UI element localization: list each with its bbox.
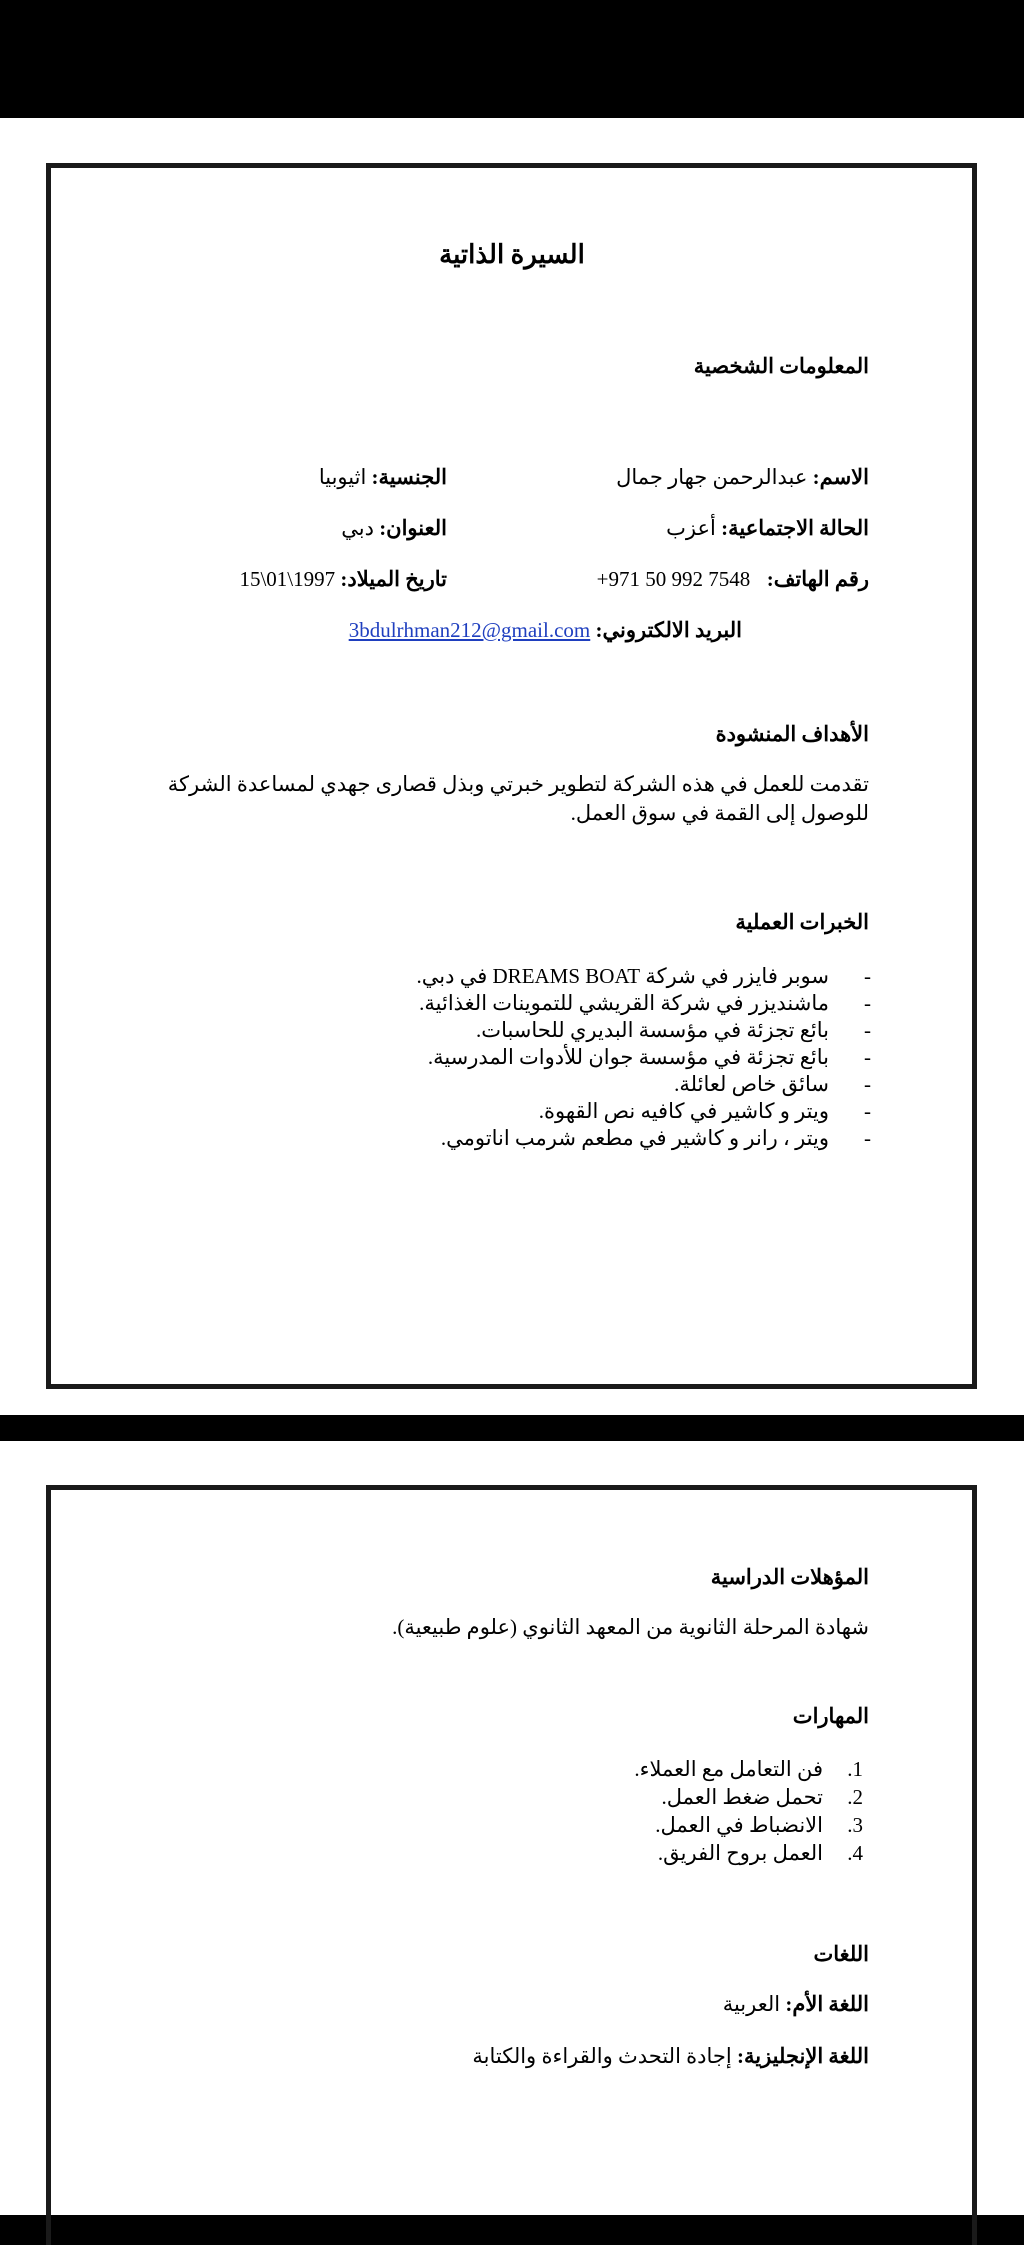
dob-value: 15\01\1997 <box>239 567 336 591</box>
skills-list <box>634 1755 869 1867</box>
native-language-field <box>723 1992 869 2017</box>
cv-title: السيرة الذاتية <box>439 240 585 269</box>
experience-item: - بائع تجزئة في مؤسسة جوان للأدوات المدرسية. <box>417 1044 877 1071</box>
email-field <box>349 618 742 643</box>
experience-list <box>417 963 877 1152</box>
native-language-label: اللغة الأم: <box>785 1992 869 2016</box>
experience-item: - بائع تجزئة في مؤسسة البديري للحاسبات. <box>417 1017 877 1044</box>
languages-heading: اللغات <box>813 1942 869 1966</box>
cv-page-1 <box>0 118 1024 1415</box>
skill-item: 1.فن التعامل مع العملاء. <box>634 1757 863 1781</box>
education-text: شهادة المرحلة الثانوية من المعهد الثانوي (علوم طبيعية). <box>392 1615 869 1639</box>
nationality-field <box>319 465 447 490</box>
personal-heading: المعلومات الشخصية <box>693 354 869 378</box>
skill-item: 2.تحمل ضغط العمل. <box>661 1785 863 1809</box>
marital-label: الحالة الاجتماعية: <box>721 516 869 540</box>
nationality-label: الجنسية: <box>371 465 447 489</box>
experience-item: - سوبر فايزر في شركة DREAMS BOAT في دبي. <box>417 963 877 990</box>
marital-field <box>666 516 869 541</box>
email-label: البريد الالكتروني: <box>595 618 742 642</box>
address-label: العنوان: <box>379 516 447 540</box>
skill-item: 4.العمل بروح الفريق. <box>657 1841 863 1865</box>
experience-heading: الخبرات العملية <box>735 910 869 934</box>
nationality-value: اثيوبيا <box>318 465 367 489</box>
email-link[interactable]: 3bdulrhman212@gmail.com <box>348 618 591 642</box>
address-field <box>341 516 447 541</box>
address-value: دبي <box>341 516 374 540</box>
experience-item: - ماشنديزر في شركة القريشي للتموينات الغذائية. <box>417 990 877 1017</box>
native-language-value: العربية <box>722 1992 781 2016</box>
name-label: الاسم: <box>812 465 869 489</box>
skill-item: 3.الانضباط في العمل. <box>655 1813 863 1837</box>
english-language-field <box>472 2044 869 2069</box>
education-heading: المؤهلات الدراسية <box>710 1565 869 1589</box>
skills-heading: المهارات <box>792 1704 869 1728</box>
english-language-label: اللغة الإنجليزية: <box>736 2044 869 2068</box>
dob-label: تاريخ الميلاد: <box>340 567 447 591</box>
experience-item: - سائق خاص لعائلة. <box>417 1071 877 1098</box>
experience-item: - ويتر ، رانر و كاشير في مطعم شرمب اناتومي. <box>417 1125 877 1152</box>
name-value: عبدالرحمن جهار جمال <box>616 465 808 489</box>
objective-line-2: للوصول إلى القمة في سوق العمل. <box>570 801 869 825</box>
experience-item: - ويتر و كاشير في كافيه نص القهوة. <box>417 1098 877 1125</box>
phone-label: رقم الهاتف: <box>766 567 869 591</box>
objective-line-1: تقدمت للعمل في هذه الشركة لتطوير خبرتي وبذل قصارى جهدي لمساعدة الشركة <box>167 772 869 796</box>
phone-value: +971 50 992 7548 <box>596 567 751 591</box>
english-language-value: إجادة التحدث والقراءة والكتابة <box>472 2044 732 2068</box>
dob-field <box>239 567 447 592</box>
cv-page-2 <box>0 1441 1024 2215</box>
phone-field <box>597 567 869 592</box>
objective-heading: الأهداف المنشودة <box>715 722 869 746</box>
marital-value: أعزب <box>666 516 716 540</box>
name-field <box>616 465 869 490</box>
